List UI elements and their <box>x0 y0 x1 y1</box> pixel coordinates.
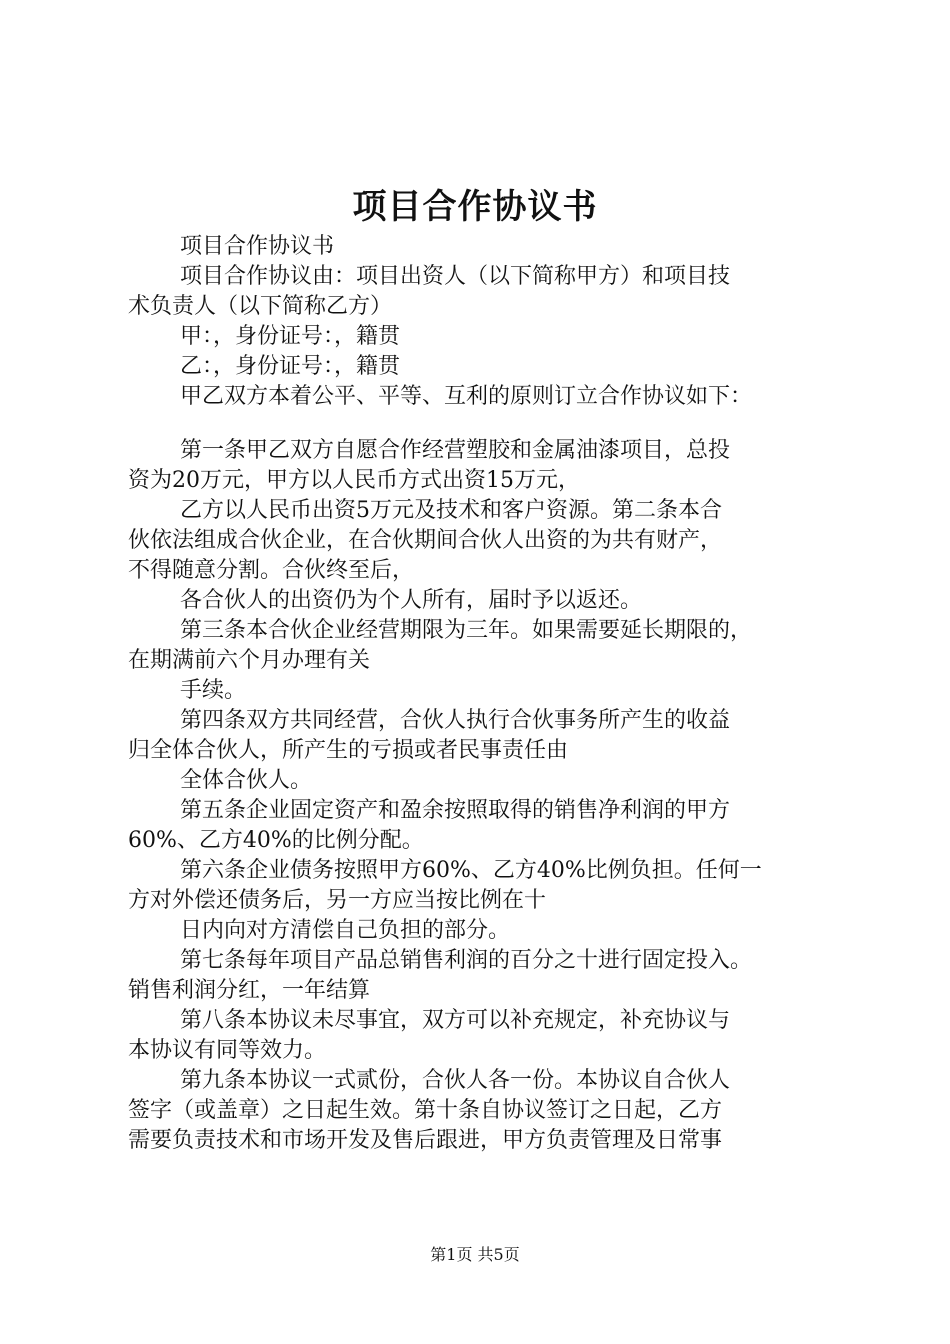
paragraph-line: 方对外偿还债务后，另一方应当按比例在十 <box>128 888 547 913</box>
paragraph-line: 日内向对方清偿自己负担的部分。 <box>180 918 511 943</box>
paragraph-line: 乙方以人民币出资5万元及技术和客户资源。第二条本合 <box>180 498 722 523</box>
paragraph-line: 乙：，身份证号：，籍贯 <box>180 354 401 379</box>
paragraph-line: 伙依法组成合伙企业，在合伙期间合伙人出资的为共有财产， <box>128 528 723 553</box>
paragraph-line: 归全体合伙人，所产生的亏损或者民事责任由 <box>128 738 569 763</box>
paragraph-line: 需要负责技术和市场开发及售后跟进，甲方负责管理及日常事 <box>128 1128 723 1153</box>
paragraph-line: 资为20万元，甲方以人民币方式出资15万元， <box>128 468 580 493</box>
paragraph-line: 项目合作协议由：项目出资人（以下简称甲方）和项目技 <box>180 264 731 289</box>
paragraph-line: 第六条企业债务按照甲方60%、乙方40%比例负担。任何一 <box>180 858 762 883</box>
paragraph-line: 第四条双方共同经营，合伙人执行合伙事务所产生的收益 <box>180 708 731 733</box>
paragraph-line: 销售利润分红，一年结算 <box>128 978 371 1003</box>
paragraph-line: 第三条本合伙企业经营期限为三年。如果需要延长期限的， <box>180 618 753 643</box>
document-title: 项目合作协议书 <box>352 187 598 227</box>
paragraph-line: 第五条企业固定资产和盈余按照取得的销售净利润的甲方 <box>180 798 731 823</box>
blank-line <box>128 412 838 436</box>
paragraph-line: 甲：，身份证号：，籍贯 <box>180 324 401 349</box>
paragraph-line: 各合伙人的出资仍为个人所有，届时予以返还。 <box>180 588 643 613</box>
paragraph-line: 第七条每年项目产品总销售利润的百分之十进行固定投入。 <box>180 948 753 973</box>
paragraph-line: 术负责人（以下简称乙方） <box>128 294 393 319</box>
paragraph-line: 项目合作协议书 <box>180 234 335 259</box>
page-footer: 第1页 共5页 <box>430 1245 520 1264</box>
paragraph-line: 第一条甲乙双方自愿合作经营塑胶和金属油漆项目，总投 <box>180 438 731 463</box>
paragraph-line: 第九条本协议一式贰份，合伙人各一份。本协议自合伙人 <box>180 1068 731 1093</box>
paragraph-line: 60%、乙方40%的比例分配。 <box>128 828 424 853</box>
paragraph-line: 第八条本协议未尽事宜，双方可以补充规定，补充协议与 <box>180 1008 731 1033</box>
document-body <box>128 232 838 1156</box>
paragraph-line: 全体合伙人。 <box>180 768 313 793</box>
paragraph-line: 签字（或盖章）之日起生效。第十条自协议签订之日起，乙方 <box>128 1098 723 1123</box>
paragraph-line: 手续。 <box>180 678 247 703</box>
paragraph-line: 不得随意分割。合伙终至后， <box>128 558 415 583</box>
paragraph-line: 本协议有同等效力。 <box>128 1038 327 1063</box>
paragraph-line: 甲乙双方本着公平、平等、互利的原则订立合作协议如下： <box>180 384 753 409</box>
paragraph-line: 在期满前六个月办理有关 <box>128 648 371 673</box>
